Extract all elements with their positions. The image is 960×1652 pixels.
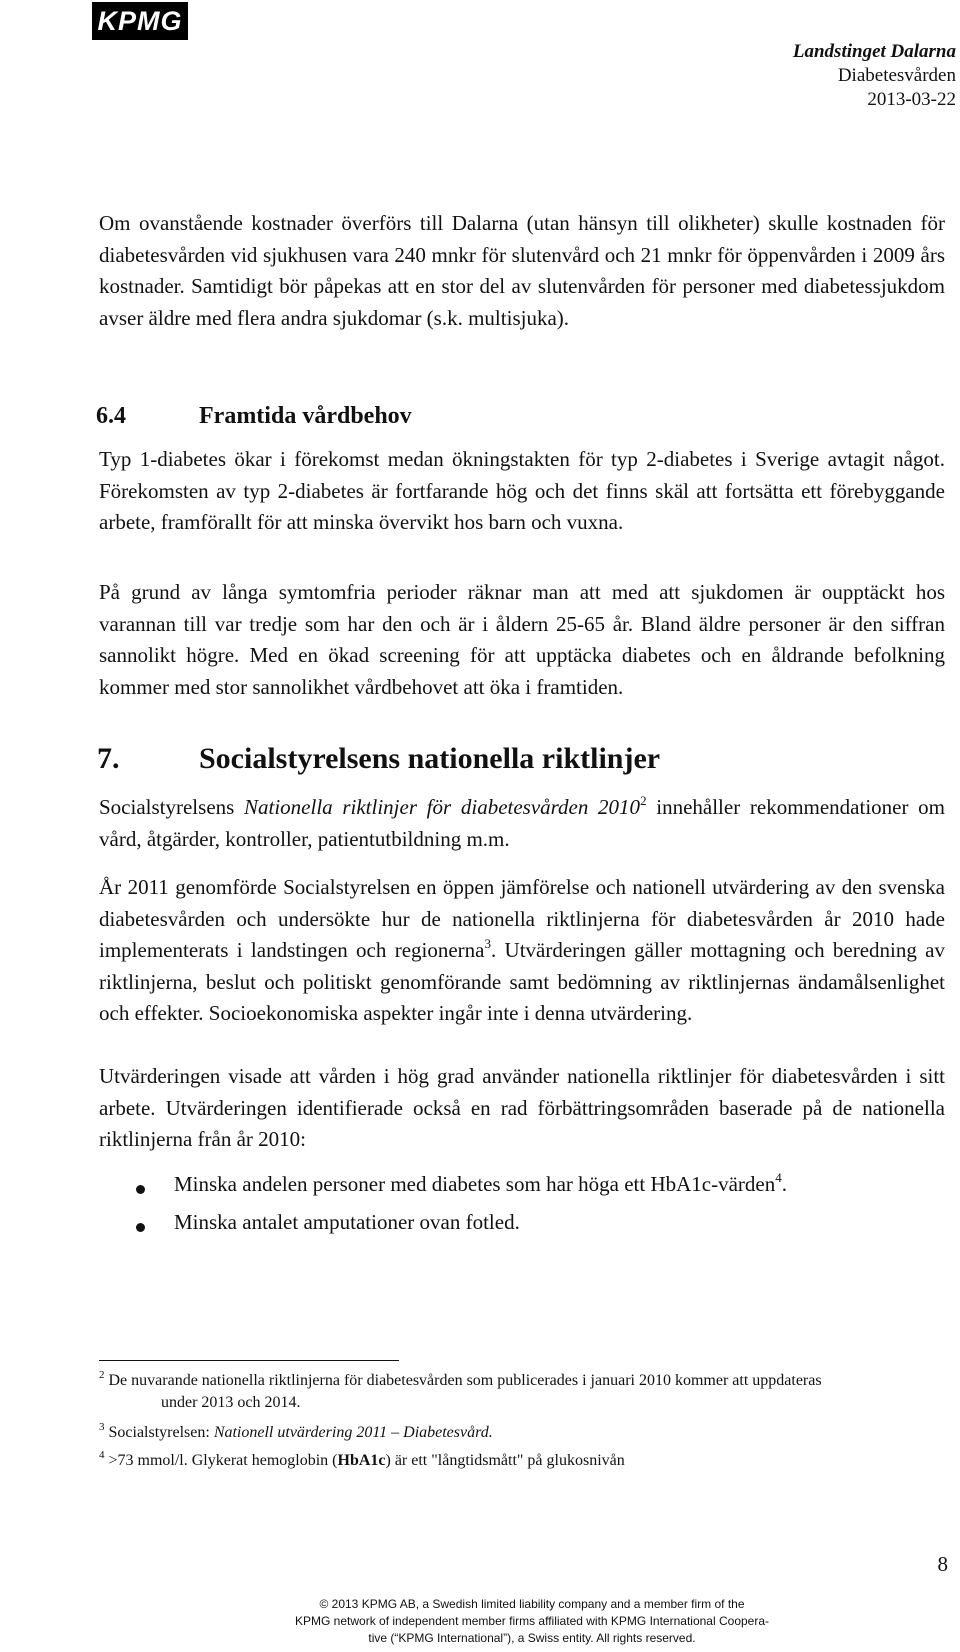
footnote-text: Socialstyrelsen:	[108, 1424, 214, 1441]
text-run: . Utvärderingen gäller mottagning och beredning av riktlinjerna, beslut och politiskt genomförande samt bedömning av riktlinjernas ändamålsenlighet och effekter. Socioekonomiska aspekter ingår inte i denna utvärdering.	[99, 938, 945, 1025]
footnote-publication: Nationell utvärdering 2011 – Diabetesvård.	[213, 1424, 493, 1441]
list-item-text: Minska antalet amputationer ovan fotled.	[174, 1210, 520, 1234]
bullet-icon	[136, 1185, 145, 1194]
logo-text: KPMG	[97, 5, 183, 36]
section-6-4-body-2	[99, 577, 945, 703]
page-number: 8	[937, 1552, 948, 1576]
footnote-number: 4	[99, 1449, 105, 1461]
intro-paragraph-block	[99, 208, 945, 334]
header-date: 2013-03-22	[867, 89, 956, 110]
footnote-text: >73 mmol/l. Glykerat hemoglobin (	[108, 1452, 338, 1469]
footer-line: tive (“KPMG International”), a Swiss entity. All rights reserved.	[368, 1631, 696, 1645]
legal-footer	[270, 1596, 794, 1647]
text-run: År 2011 genomförde Socialstyrelsen en öppen jämförelse och nationell utvärdering av den svenska diabetesvården och undersökte hur de nationella riktlinjerna för diabetesvården år 2010 hade implementerats i landstingen och regionerna	[99, 875, 945, 962]
text-run: innehåller rekommendationer om vård, åtgärder, kontroller, patientutbildning m.m.	[99, 795, 945, 851]
section-number: 6.4	[96, 403, 126, 429]
text-run: .	[781, 1172, 787, 1196]
header-subject: Diabetesvården	[837, 65, 956, 86]
text-run: Minska andelen personer med diabetes som har höga ett HbA1c-värden	[174, 1172, 776, 1196]
bullet-icon	[136, 1223, 145, 1232]
section-number: 7.	[97, 742, 120, 775]
text-run: Socialstyrelsens	[99, 795, 244, 819]
footnote-separator	[99, 1360, 399, 1361]
section-title: Framtida vårdbehov	[199, 403, 412, 429]
section-6-4-body	[99, 444, 945, 539]
footnote-ref: 2	[640, 793, 647, 808]
intro-paragraph: Om ovanstående kostnader överförs till Dalarna (utan hänsyn till olikheter) skulle kostnaden för diabetesvården vid sjukhusen vara 240 mnkr för slutenvård och 21 mnkr för öppenvården i 2009 års kostnader. Samtidigt bör påpekas att en stor del av slutenvården för personer med diabetessjukdom avser äldre med flera andra sjukdomar (s.k. multisjuka).	[99, 211, 945, 330]
paragraph	[99, 872, 945, 1030]
footnote-3	[99, 1422, 945, 1444]
paragraph: Utvärderingen visade att vården i hög grad använder nationella riktlinjer för diabetesvården i sitt arbete. Utvärderingen identifierade också en rad förbättringsområden baserade på de nationella riktlinjerna från år 2010:	[99, 1064, 945, 1151]
footnote-2	[99, 1370, 945, 1414]
list-item-text	[174, 1172, 787, 1197]
paragraph: På grund av långa symtomfria perioder räknar man att med att sjukdomen är oupptäckt hos varannan till var tredje som har den och är i åldern 25-65 år. Bland äldre personer är den siffran sannolikt högre. Med en ökad screening för att upptäcka diabetes och en åldrande befolkning kommer med stor sannolikhet vårdbehovet att öka i framtiden.	[99, 580, 945, 699]
section-title: Socialstyrelsens nationella riktlinjer	[199, 742, 661, 775]
footer-line: © 2013 KPMG AB, a Swedish limited liability company and a member firm of the	[319, 1597, 745, 1611]
list-item	[130, 1172, 930, 1210]
section-7-paragraph-1	[99, 792, 945, 855]
footer-line: KPMG network of independent member firms affiliated with KPMG International Coopera-	[295, 1614, 769, 1628]
footnote-continuation: under 2013 och 2014.	[161, 1394, 301, 1411]
footnote-4	[99, 1450, 945, 1472]
section-7-paragraph-2	[99, 872, 945, 1030]
footnote-text: ) är ett "långtidsmått" på glukosnivån	[385, 1452, 625, 1469]
footnote-number: 2	[99, 1369, 105, 1381]
footnote-line	[99, 1370, 945, 1392]
paragraph: Typ 1-diabetes ökar i förekomst medan ökningstakten för typ 2-diabetes i Sverige avtagit något. Förekomsten av typ 2-diabetes är fortfarande hög och det finns skäl att fortsätta ett förebyggande arbete, framförallt för att minska övervikt hos barn och vuxna.	[99, 447, 945, 534]
footnote-number: 3	[99, 1421, 105, 1433]
publication-title: Nationella riktlinjer för diabetesvården 2010	[244, 795, 641, 819]
improvement-list	[130, 1172, 930, 1248]
footnote-ref: 3	[484, 936, 491, 951]
header-organization: Landstinget Dalarna	[792, 41, 956, 62]
document-header	[793, 40, 956, 112]
paragraph	[99, 792, 945, 855]
footnote-term: HbA1c	[337, 1452, 386, 1469]
list-item	[130, 1210, 930, 1248]
kpmg-logo	[92, 2, 188, 40]
footnote-ref: 4	[775, 1170, 782, 1185]
section-7-paragraph-3	[99, 1061, 945, 1156]
footnote-text: De nuvarande nationella riktlinjerna för diabetesvården som publicerades i januari 2010 kommer att uppdateras	[108, 1372, 822, 1389]
